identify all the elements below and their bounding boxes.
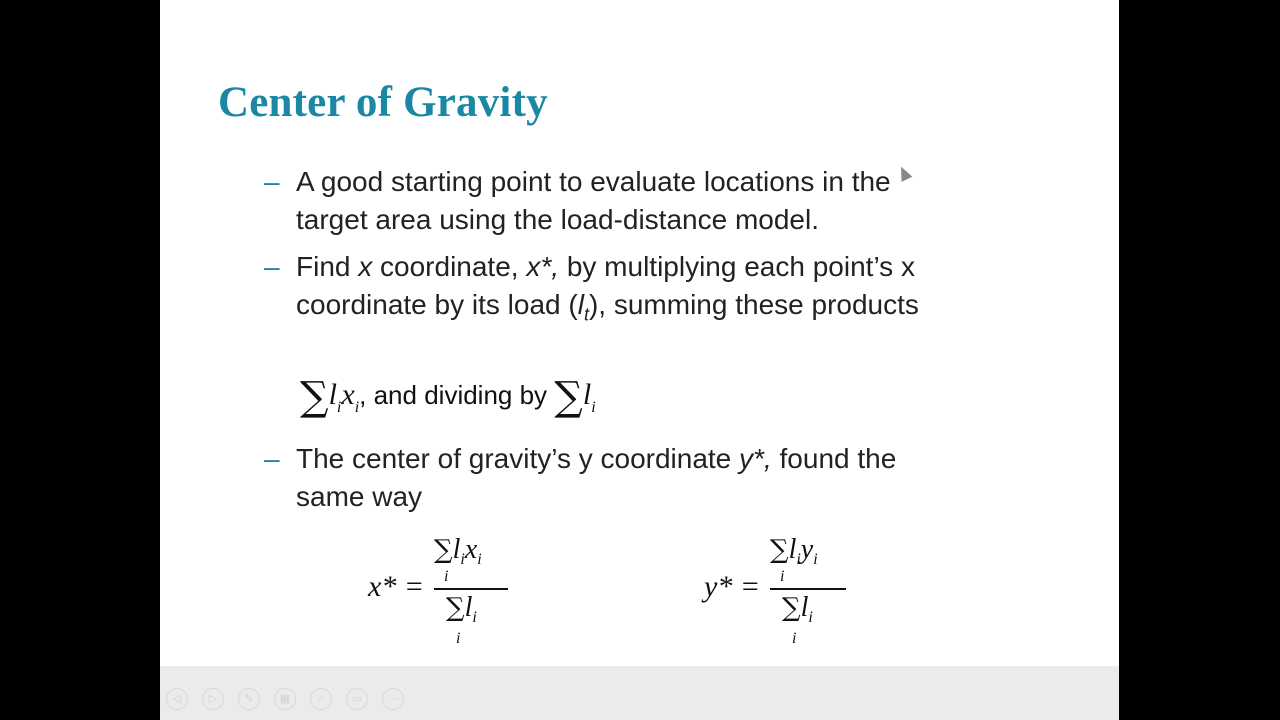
bullet-dash: – [264, 166, 280, 197]
sigma-symbol: ∑ [770, 535, 789, 565]
bullet-text-line [296, 248, 1056, 286]
math-variable: y*, [739, 443, 772, 474]
math-subscript: i [591, 399, 596, 416]
formula-comma: , [359, 380, 367, 410]
text-run: Find [296, 251, 359, 282]
math-subscript: i [808, 609, 813, 626]
bullet-text-line: same way [296, 481, 423, 512]
sigma-symbol: ∑ [782, 593, 801, 623]
bullet-item-3 [264, 440, 1056, 516]
math-variable: l [464, 592, 473, 623]
bullet-text-line [296, 286, 1056, 334]
bullet-text-line [296, 440, 1056, 478]
slide-title: Center of Gravity [218, 79, 548, 126]
math-variable: l [582, 378, 592, 411]
text-run: ), summing these products [588, 289, 919, 320]
zoom-button[interactable]: ⌕ [310, 688, 332, 710]
equation-x-star [368, 534, 528, 654]
math-subscript: t [583, 304, 589, 325]
inline-formula [300, 374, 596, 420]
text-run: by multiplying each point’s x [559, 251, 915, 282]
sigma-symbol: ∑ [434, 535, 453, 565]
text-run: coordinate, [372, 251, 527, 282]
sum-index: i [456, 630, 461, 647]
equation-numerator [770, 534, 818, 569]
math-subscript: i [460, 551, 465, 568]
bullet-dash: – [264, 251, 280, 282]
equation-lhs: y* = [704, 570, 761, 603]
equation-denominator [782, 592, 813, 627]
math-variable: l [328, 378, 337, 411]
math-subscript: i [472, 609, 477, 626]
math-subscript: i [796, 551, 801, 568]
math-subscript: i [354, 399, 360, 416]
previous-slide-button[interactable]: ◁ [166, 688, 188, 710]
see-all-slides-button[interactable]: ▦ [274, 688, 296, 710]
math-variable: y [800, 534, 814, 565]
math-subscript: i [477, 551, 482, 568]
more-options-button[interactable]: ⋯ [382, 688, 404, 710]
math-variable: x [464, 534, 478, 565]
bullet-item-1 [264, 163, 1056, 239]
slideshow-toolbar [160, 666, 1119, 720]
pen-tool-button[interactable]: ✎ [238, 688, 260, 710]
equation-denominator [446, 592, 477, 627]
presentation-slide [160, 0, 1119, 666]
bullet-dash: – [264, 443, 280, 474]
sigma-symbol: ∑ [300, 374, 329, 420]
sum-index: i [444, 568, 449, 585]
math-variable: x [358, 251, 373, 282]
math-variable: x [341, 378, 355, 411]
sigma-symbol: ∑ [446, 593, 465, 623]
sigma-symbol: ∑ [554, 374, 583, 420]
fraction-bar [770, 588, 846, 590]
formula-text: and dividing by [366, 380, 555, 410]
subtitles-button[interactable]: ▭ [346, 688, 368, 710]
sum-index: i [780, 568, 785, 585]
text-run: coordinate by its load ( [296, 289, 578, 320]
math-subscript: i [336, 399, 342, 416]
sum-index: i [792, 630, 797, 647]
bullet-text-line: target area using the load-distance model. [296, 204, 819, 235]
fraction-bar [434, 588, 508, 590]
equation-y-star [704, 534, 864, 654]
equation-numerator [434, 534, 482, 569]
math-subscript: i [813, 551, 818, 568]
equation-lhs: x* = [368, 570, 425, 603]
math-variable: x*, [526, 251, 560, 282]
math-variable: l [577, 289, 584, 320]
bullet-item-2 [264, 248, 1056, 334]
text-run: The center of gravity’s y coordinate [296, 443, 740, 474]
text-run: found the [771, 443, 897, 474]
next-slide-button[interactable]: ▷ [202, 688, 224, 710]
math-variable: l [800, 592, 809, 623]
math-variable: l [788, 534, 797, 565]
math-variable: l [452, 534, 461, 565]
bullet-text-line: A good starting point to evaluate locations in the [296, 166, 891, 197]
